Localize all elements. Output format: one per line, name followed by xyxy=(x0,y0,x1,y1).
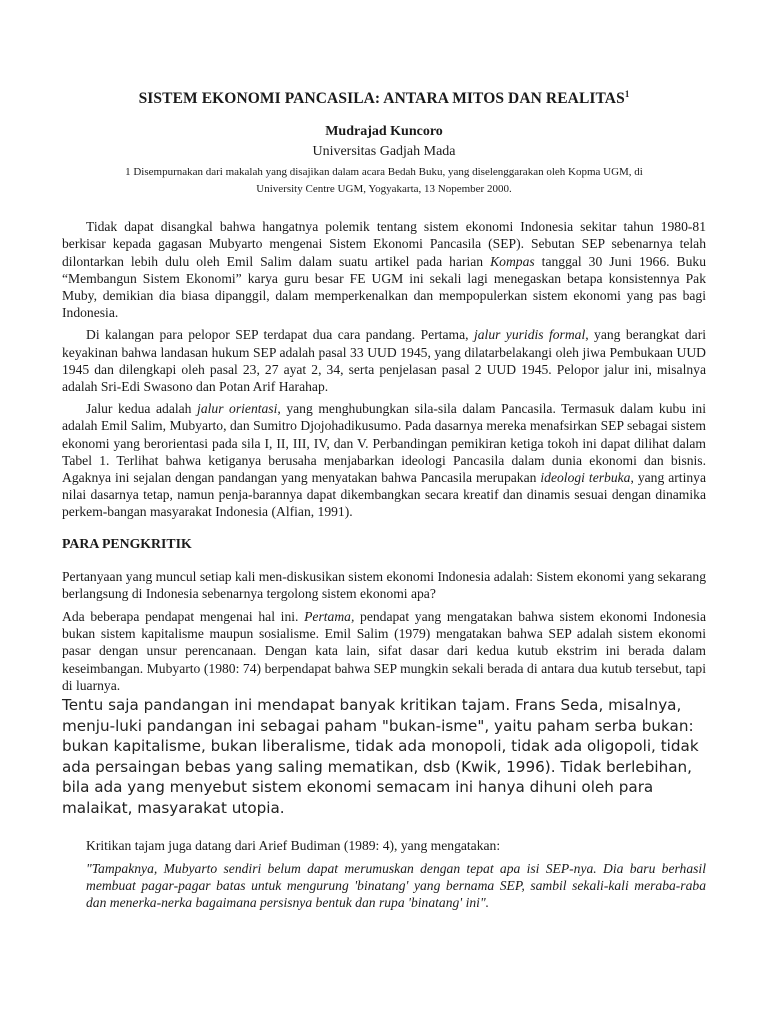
paragraph-pendapat: Ada beberapa pendapat mengenai hal ini. Pertama, pendapat yang mengatakan bahwa sistem ekonomi Indonesia bukan sistem kapitalisme maupun sosialisme. Emil Salim (1979) mengatakan bahwa SEP adalah sistem ekonomi pasar dengan unsur perencanaan. Dengan kata lain, sifat dasar dari kedua kutub ekstrim ini berada dalam keseimbangan. Mubyarto (1980: 74) berpendapat bahwa SEP mungkin sekali berada di antara dua kutub tersebut, tapi di luarnya. xyxy=(62,609,706,693)
block-quote: "Tampaknya, Mubyarto sendiri belum dapat merumuskan dengan tepat apa isi SEP-nya. Dia baru berhasil membuat pagar-pagar batas untuk mengurung 'binatang' yang bernama SEP, sambil sekali-kali meraba-raba dan menerka-nerka bagaimana persisnya bentuk dan rupa 'binatang' ini". xyxy=(86,860,706,911)
author-name: Mudrajad Kuncoro xyxy=(325,124,443,140)
section-heading: PARA PENGKRITIK xyxy=(62,535,192,551)
paragraph-jalur-yuridis: Di kalangan para pelopor SEP terdapat dua cara pandang. Pertama, jalur yuridis formal, yang berangkat dari keyakinan bahwa landasan hukum SEP adalah pasal 33 UUD 1945, yang dilatarbelakangi oleh jiwa Pembukaan UUD 1945 dan dilengkapi oleh pasal 23, 27 ayat 2, 34, serta penjelasan pasal 2 UUD 1945. Pelopor jalur ini, misalnya adalah Sri-Edi Swasono dan Potan Arif Harahap. xyxy=(62,327,706,394)
title-footnote: 1 Disempurnakan dari makalah yang disajikan dalam acara Bedah Buku, yang diselenggarakan oleh Kopma UGM, di University Centre UGM, Yogyakarta, 13 Nopember 2000. xyxy=(125,166,643,196)
paragraph-intro: Tidak dapat disangkal bahwa hangatnya polemik tentang sistem ekonomi Indonesia sekitar tahun 1980-81 berkisar kepada gagasan Mubyarto mengenai Sistem Ekonomi Pancasila (SEP). Sebutan SEP sebenarnya telah dilontarkan lebih dulu oleh Emil Salim dalam suatu artikel pada harian Kompas tanggal 30 Juni 1966. Buku “Membangun Sistem Ekonomi” karya guru besar FE UGM ini sekali lagi menegaskan betapa konsistennya Pak Muby, demikian dia biasa dipanggil, dalam memperkenalkan dan mempopulerkan sistem ekonomi yang pas bagi Indonesia. xyxy=(62,219,706,321)
document-title: SISTEM EKONOMI PANCASILA: ANTARA MITOS DAN REALITAS$^1$ xyxy=(138,89,630,108)
paragraph-arief-budiman: Kritikan tajam juga datang dari Arief Budiman (1989: 4), yang mengatakan: xyxy=(86,837,501,853)
paragraph-jalur-orientasi: Jalur kedua adalah jalur orientasi, yang menghubungkan sila-sila dalam Pancasila. Termasuk dalam kubu ini adalah Emil Salim, Mubyarto, dan Sumitro Djojohadikusumo. Pada dasarnya mereka menafsirkan SEP sebagai sistem ekonomi yang berorientasi pada sila I, II, III, IV, dan V. Perbandingan pemikiran ketiga tokoh ini dapat dilihat dalam Tabel 1. Terlihat bahwa ketiganya berusaha menjabarkan ideologi Pancasila dalam dunia ekonomi dan bisnis. Agaknya ini sejalan dengan pandangan yang menyatakan bahwa Pancasila merupakan ideologi terbuka, yang artinya nilai dasarnya tetap, namun penja-barannya dapat dikembangkan secara kreatif dan dinamis sesuai dengan dinamika perkem-bangan masyarakat Indonesia (Alfian, 1991). xyxy=(62,401,706,520)
title-footnote-mark: 1 xyxy=(624,89,630,99)
paragraph-question: Pertanyaan yang muncul setiap kali men-diskusikan sistem ekonomi Indonesia adalah: Sistem ekonomi yang sekarang berlangsung di Indonesia sebenarnya tergolong sistem ekonomi apa? xyxy=(62,568,706,601)
author-affiliation: Universitas Gadjah Mada xyxy=(312,144,456,160)
paragraph-kritikan: Tentu saja pandangan ini mendapat banyak kritikan tajam. Frans Seda, misalnya, menju-luki pandangan ini sebagai paham "bukan-isme", yaitu paham serba bukan: bukan kapitalisme, bukan liberalisme, tidak ada monopoli, tidak ada oligopoli, tidak ada persaingan bebas yang saling mematikan, dsb (Kwik, 1996). Tidak berlebihan, bila ada yang menyebut sistem ekonomi semacam ini hanya dihuni oleh para malaikat, masyarakat utopia. xyxy=(62,696,699,817)
